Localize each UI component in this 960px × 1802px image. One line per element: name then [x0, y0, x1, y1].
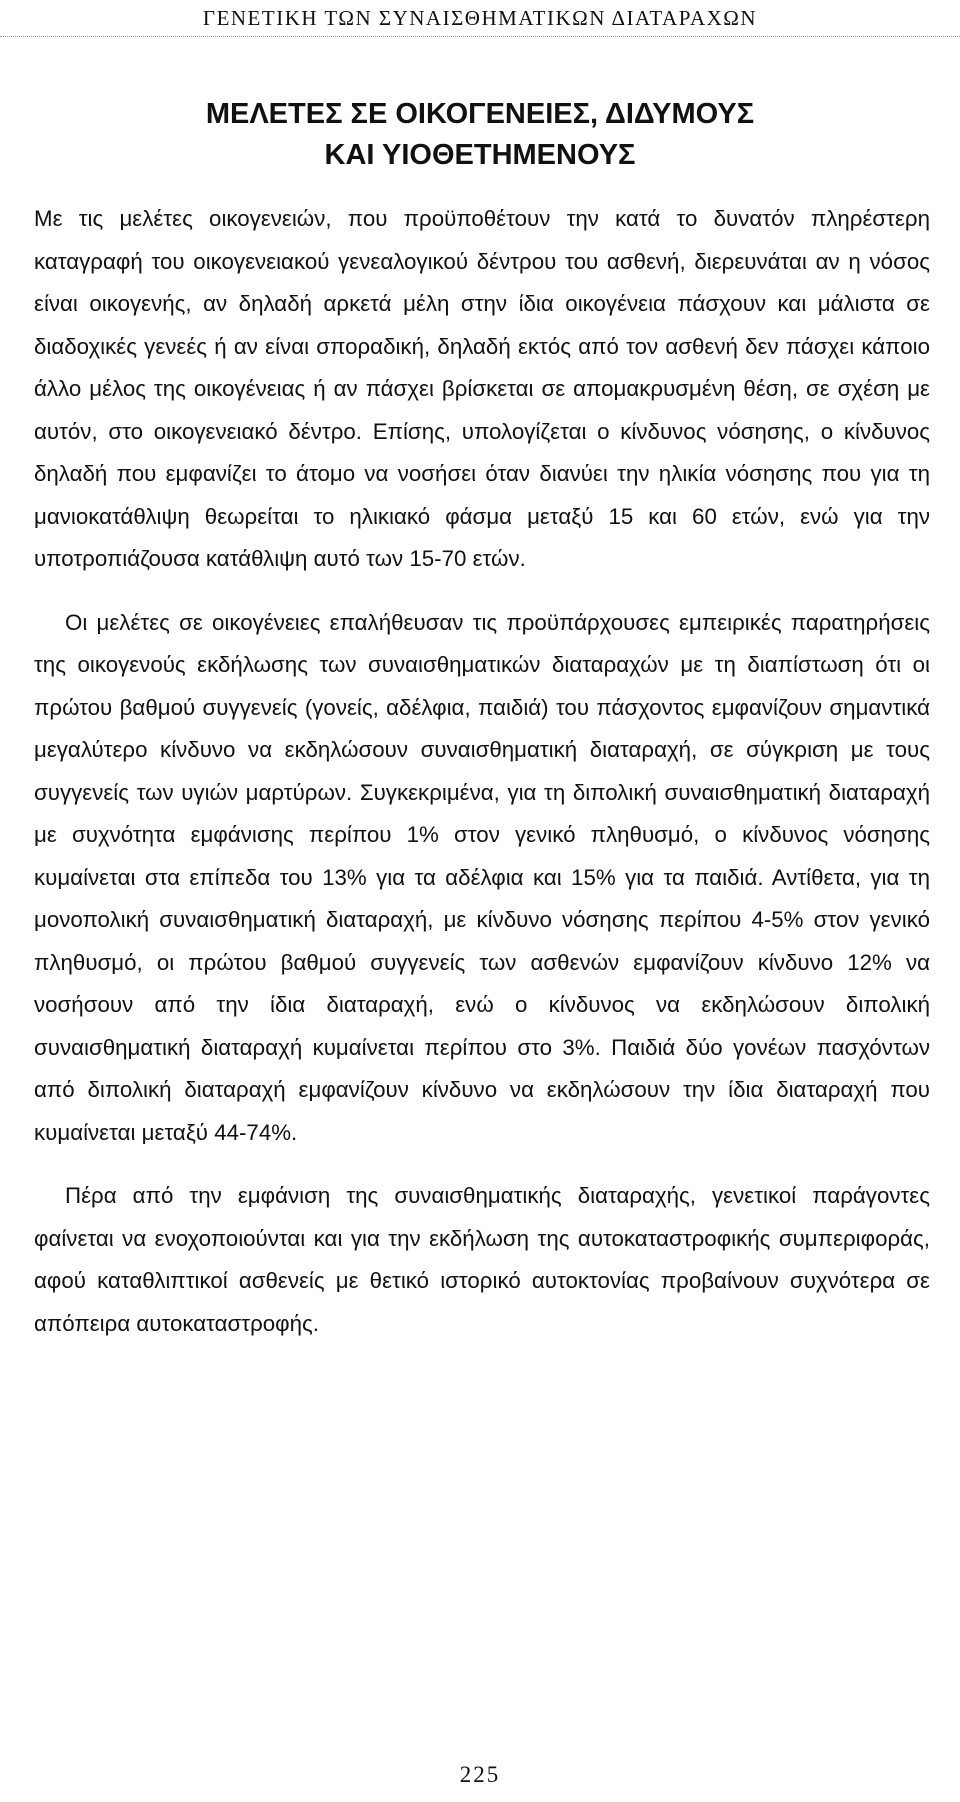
paragraph-2: Οι μελέτες σε οικογένειες επαλήθευσαν τις προϋπάρχουσες εμπειρικές παρατηρήσεις της οικογενούς εκδήλωσης των συναισθηματικών διαταραχών με τη διαπίστωση ότι οι πρώτου βαθμού συγγενείς (γονείς, αδέλφια, παιδιά) του πάσχοντος εμφανίζουν σημαντικά μεγαλύτερο κίνδυνο να εκδηλώσουν συναισθηματική διαταραχή, σε σύγκριση με τους συγγενείς των υγιών μαρτύρων. Συγκεκριμένα, για τη διπολική συναισθηματική διαταραχή με συχνότητα εμφάνισης περίπου 1% στον γενικό πληθυσμό, ο κίνδυνος νόσησης κυμαίνεται στα επίπεδα του 13% για τα αδέλφια και 15% για τα παιδιά. Αντίθετα, για τη μονοπολική συναισθηματική διαταραχή, με κίνδυνο νόσησης περίπου 4-5% στον γενικό πληθυσμό, οι πρώτου βαθμού συγγενείς των ασθενών εμφανίζουν κίνδυνο 12% να νοσήσουν από την ίδια διαταραχή, ενώ ο κίνδυνος να εκδηλώσουν διπολική συναισθηματική διαταραχή κυμαίνεται περίπου στο 3%. Παιδιά δύο γονέων πασχόντων από διπολική διαταραχή εμφανίζουν κίνδυνο να εκδηλώσουν την ίδια διαταραχή που κυμαίνεται μεταξύ 44-74%. — [34, 609, 930, 1145]
paragraph-3: Πέρα από την εμφάνιση της συναισθηματικής διαταραχής, γενετικοί παράγοντες φαίνεται να ενοχοποιούνται και για την εκδήλωση της αυτοκαταστροφικής συμπεριφοράς, αφού καταθλιπτικοί ασθενείς με θετικό ιστορικό αυτοκτονίας προβαίνουν συχνότερα σε απόπειρα αυτοκαταστροφής. — [34, 1183, 930, 1336]
body-text — [34, 198, 930, 1345]
section-title-line-2: ΚΑΙ ΥΙΟΘΕΤΗΜΕΝΟΥΣ — [324, 139, 636, 171]
section-title-line-1: ΜΕΛΕΤΕΣ ΣΕ ΟΙΚΟΓΕΝΕΙΕΣ, ΔΙΔΥΜΟΥΣ — [205, 98, 755, 130]
running-header: ΓΕΝΕΤΙΚΗ ΤΩΝ ΣΥΝΑΙΣΘΗΜΑΤΙΚΩΝ ΔΙΑΤΑΡΑΧΩΝ — [202, 6, 758, 30]
header-rule — [0, 36, 960, 37]
page-number: 225 — [459, 1762, 501, 1787]
paragraph-1: Με τις μελέτες οικογενειών, που προϋποθέτουν την κατά το δυνατόν πληρέστερη καταγραφή του οικογενειακού γενεαλογικού δέντρου του ασθενή, διερευνάται αν η νόσος είναι οικογενής, αν δηλαδή αρκετά μέλη στην ίδια οικογένεια πάσχουν και μάλιστα σε διαδοχικές γενεές ή αν είναι σποραδική, δηλαδή εκτός από τον ασθενή δεν πάσχει κάποιο άλλο μέλος της οικογένειας ή αν πάσχει βρίσκεται σε απομακρυσμένη θέση, σε σχέση με αυτόν, στο οικογενειακό δέντρο. Επίσης, υπολογίζεται ο κίνδυνος νόσησης, ο κίνδυνος δηλαδή που εμφανίζει το άτομο να νοσήσει όταν διανύει την ηλικία νόσησης που για τη μανιοκατάθλιψη θεωρείται το ηλικιακό φάσμα μεταξύ 15 και 60 ετών, ενώ για την υποτροπιάζουσα κατάθλιψη αυτό των 15-70 ετών. — [34, 206, 930, 571]
section-title — [0, 94, 960, 176]
